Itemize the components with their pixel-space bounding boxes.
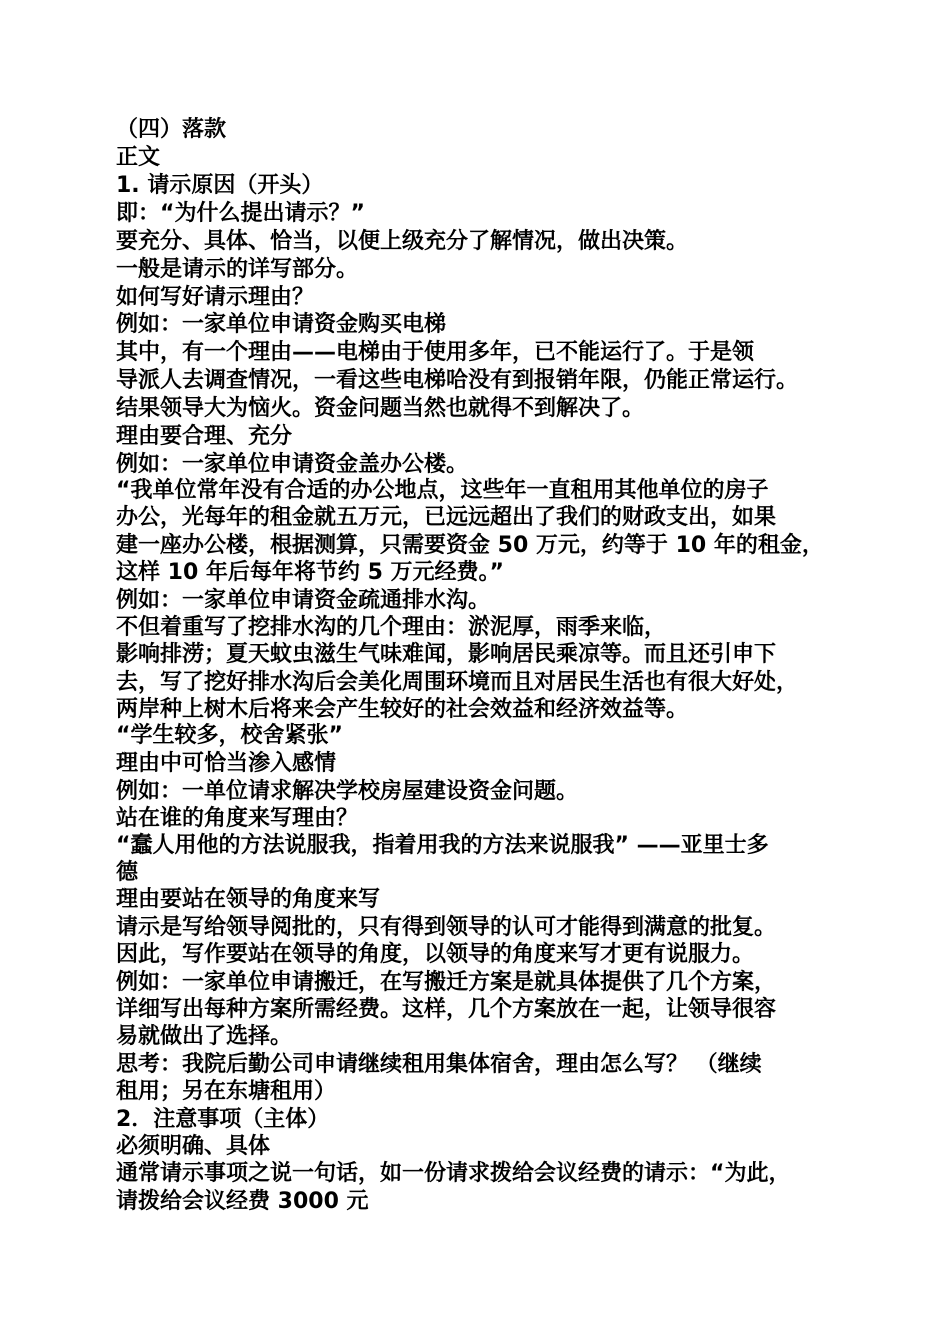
text-line: 2．注意事项（主体） <box>116 1107 330 1132</box>
text-line: 正文 <box>116 145 161 170</box>
text-line: 易就做出了选择。 <box>116 1024 293 1049</box>
text-line: 理由中可恰当渗入感情 <box>116 751 337 776</box>
text-line: 请拨给会议经费 3000 元 <box>116 1189 369 1214</box>
text-line: 不但着重写了挖排水沟的几个理由：淤泥厚，雨季来临， <box>116 615 667 640</box>
text-line: 例如：一家单位申请资金盖办公楼。 <box>116 452 469 477</box>
text-line: “蠢人用他的方法说服我，指着用我的方法来说服我” ——亚里士多 <box>116 833 769 858</box>
text-line: 因此，写作要站在领导的角度，以领导的角度来写才更有说服力。 <box>116 942 755 967</box>
text-line: 其中，有一个理由——电梯由于使用多年，已不能运行了。于是领 <box>116 340 755 365</box>
text-line: 例如：一家单位申请搬迁，在写搬迁方案是就具体提供了几个方案， <box>116 970 777 995</box>
text-line: 办公，光每年的租金就五万元，已远远超出了我们的财政支出，如果 <box>116 505 777 530</box>
text-line: 要充分、具体、恰当，以便上级充分了解情况，做出决策。 <box>116 229 689 254</box>
text-line: 结果领导大为恼火。资金问题当然也就得不到解决了。 <box>116 396 645 421</box>
text-line: 这样 10 年后每年将节约 5 万元经费。” <box>116 560 505 585</box>
text-line: 例如：一单位请求解决学校房屋建设资金问题。 <box>116 779 579 804</box>
text-line: 理由要站在领导的角度来写 <box>116 887 381 912</box>
text-line: 站在谁的角度来写理由？ <box>116 806 359 831</box>
text-line: “学生较多，校舍紧张” <box>116 723 343 748</box>
text-line: 请示是写给领导阅批的，只有得到领导的认可才能得到满意的批复。 <box>116 915 777 940</box>
text-line: 如何写好请示理由？ <box>116 285 315 310</box>
text-line: 去，写了挖好排水沟后会美化周围环境而且对居民生活也有很大好处， <box>116 670 799 695</box>
text-line: （四）落款 <box>116 117 227 142</box>
text-line: 1. 请示原因（开头） <box>116 173 324 198</box>
text-line: 必须明确、具体 <box>116 1134 271 1159</box>
text-line: 两岸种上树木后将来会产生较好的社会效益和经济效益等。 <box>116 697 689 722</box>
text-line: 例如：一家单位申请资金购买电梯 <box>116 312 447 337</box>
text-line: 影响排涝；夏天蚊虫滋生气味难闻，影响居民乘凉等。而且还引申下 <box>116 642 777 667</box>
text-line: 一般是请示的详写部分。 <box>116 257 359 282</box>
text-line: 思考：我院后勤公司申请继续租用集体宿舍，理由怎么写？ （继续 <box>116 1052 762 1077</box>
text-line: 例如：一家单位申请资金疏通排水沟。 <box>116 588 491 613</box>
text-line: 理由要合理、充分 <box>116 424 293 449</box>
text-line: 德 <box>116 860 139 885</box>
text-line: 建一座办公楼，根据测算，只需要资金 50 万元，约等于 10 年的租金， <box>116 533 824 558</box>
text-line: 租用；另在东塘租用） <box>116 1079 337 1104</box>
text-line: 导派人去调查情况，一看这些电梯哈没有到报销年限，仍能正常运行。 <box>116 368 799 393</box>
text-line: “我单位常年没有合适的办公地点，这些年一直租用其他单位的房子 <box>116 478 769 503</box>
text-line: 即：“为什么提出请示？” <box>116 201 365 226</box>
text-line: 详细写出每种方案所需经费。这样，几个方案放在一起，让领导很容 <box>116 997 777 1022</box>
text-line: 通常请示事项之说一句话，如一份请求拨给会议经费的请示：“为此， <box>116 1161 791 1186</box>
